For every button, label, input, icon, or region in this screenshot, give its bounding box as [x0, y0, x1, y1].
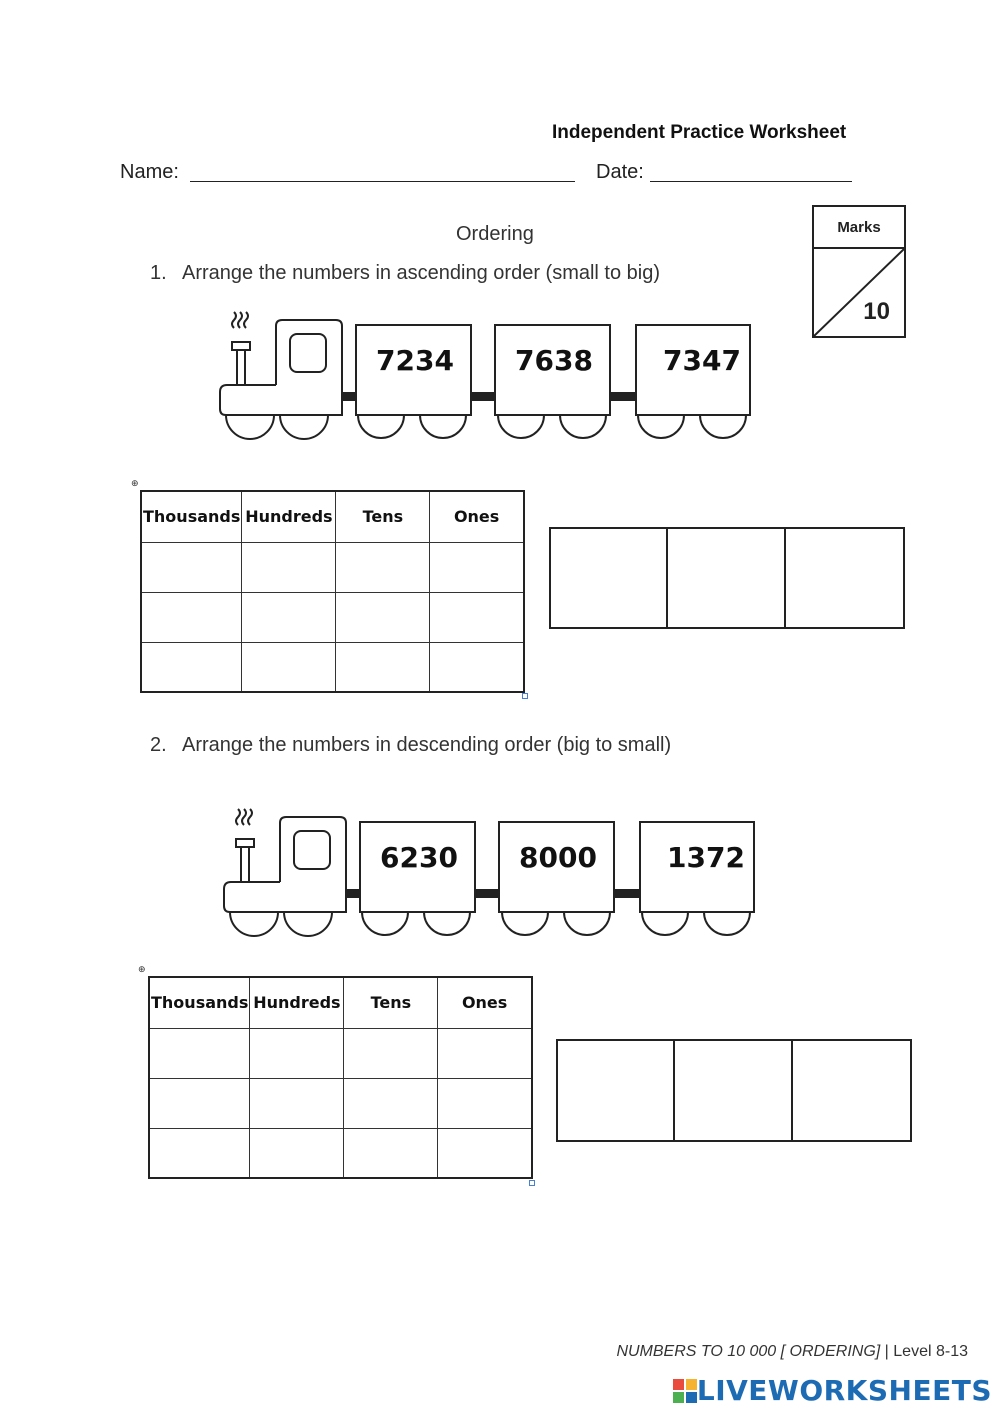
- table-cell[interactable]: [344, 1078, 438, 1128]
- answer-boxes-1: [549, 527, 905, 629]
- train-car-number: 7234: [376, 344, 454, 377]
- table-cell[interactable]: [336, 642, 430, 692]
- marks-total: 10: [863, 298, 890, 325]
- footer-course: NUMBERS TO 10 000 [ ORDERING]: [616, 1343, 881, 1360]
- marks-score-area: [814, 249, 904, 336]
- table-row: [149, 1028, 532, 1078]
- table-cell[interactable]: [336, 542, 430, 592]
- column-header: Hundreds: [250, 977, 344, 1028]
- question-text: Arrange the numbers in ascending order (small to big): [182, 262, 661, 284]
- table-cell[interactable]: [430, 542, 524, 592]
- table-cell[interactable]: [438, 1028, 532, 1078]
- table-row: [149, 1078, 532, 1128]
- column-header: Thousands: [149, 977, 250, 1028]
- train-car-number: 7638: [515, 344, 593, 377]
- train-1: [218, 308, 758, 453]
- column-header: Thousands: [141, 491, 242, 542]
- column-header: Tens: [336, 491, 430, 542]
- table-cell[interactable]: [438, 1078, 532, 1128]
- table-row: [141, 592, 524, 642]
- table-cell[interactable]: [430, 642, 524, 692]
- worksheet-title: Independent Practice Worksheet: [552, 122, 847, 143]
- table-row: [149, 1128, 532, 1178]
- liveworksheets-logo: [673, 1374, 992, 1407]
- table-cell[interactable]: [438, 1128, 532, 1178]
- answer-box[interactable]: [558, 1041, 675, 1140]
- table-anchor-icon: ⊕: [131, 478, 139, 488]
- table-cell[interactable]: [344, 1128, 438, 1178]
- table-cell[interactable]: [250, 1028, 344, 1078]
- answer-box[interactable]: [793, 1041, 910, 1140]
- table-row: [141, 642, 524, 692]
- answer-box[interactable]: [675, 1041, 792, 1140]
- question-1: [150, 262, 660, 285]
- date-field-line[interactable]: [650, 181, 852, 182]
- table-cell[interactable]: [336, 592, 430, 642]
- marks-diagonal: [814, 249, 904, 336]
- brand-name: LIVEWORKSHEETS: [696, 1374, 992, 1407]
- footer-level: Level 8-13: [893, 1343, 968, 1360]
- table-cell[interactable]: [141, 592, 242, 642]
- table-cell[interactable]: [242, 642, 336, 692]
- answer-box[interactable]: [668, 529, 785, 627]
- section-title: Ordering: [456, 223, 534, 245]
- footer-separator: |: [884, 1343, 889, 1360]
- table-row: [141, 542, 524, 592]
- answer-box[interactable]: [786, 529, 903, 627]
- date-label: Date:: [596, 161, 644, 183]
- question-text: Arrange the numbers in descending order (big to small): [182, 734, 672, 756]
- column-header: Tens: [344, 977, 438, 1028]
- marks-label: Marks: [814, 207, 904, 249]
- column-header: Ones: [438, 977, 532, 1028]
- train-car-number: 1372: [667, 841, 745, 874]
- footer: [616, 1343, 968, 1361]
- table-cell[interactable]: [141, 642, 242, 692]
- table-cell[interactable]: [149, 1078, 250, 1128]
- name-field-line[interactable]: [190, 181, 575, 182]
- question-number: 1.: [150, 262, 167, 284]
- question-2: [150, 734, 671, 757]
- table-cell[interactable]: [141, 542, 242, 592]
- train-icon: [222, 805, 762, 945]
- train-icon: [218, 308, 758, 448]
- table-cell[interactable]: [149, 1128, 250, 1178]
- table-resize-handle: [529, 1180, 535, 1186]
- table-cell[interactable]: [250, 1078, 344, 1128]
- table-anchor-icon: ⊕: [138, 964, 146, 974]
- marks-box: [812, 205, 906, 338]
- column-header: Ones: [430, 491, 524, 542]
- table-cell[interactable]: [242, 542, 336, 592]
- train-car-number: 6230: [380, 841, 458, 874]
- place-value-table-2: [148, 976, 533, 1179]
- table-cell[interactable]: [344, 1028, 438, 1078]
- train-2: [222, 805, 762, 950]
- table-cell[interactable]: [149, 1028, 250, 1078]
- place-value-table-1: [140, 490, 525, 693]
- answer-boxes-2: [556, 1039, 912, 1142]
- train-car-number: 7347: [663, 344, 741, 377]
- table-cell[interactable]: [242, 592, 336, 642]
- column-header: Hundreds: [242, 491, 336, 542]
- table-resize-handle: [522, 693, 528, 699]
- table-cell[interactable]: [430, 592, 524, 642]
- train-car-number: 8000: [519, 841, 597, 874]
- question-number: 2.: [150, 734, 167, 756]
- table-cell[interactable]: [250, 1128, 344, 1178]
- liveworksheets-grid-icon: [673, 1379, 697, 1403]
- answer-box[interactable]: [551, 529, 668, 627]
- name-label: Name:: [120, 161, 179, 183]
